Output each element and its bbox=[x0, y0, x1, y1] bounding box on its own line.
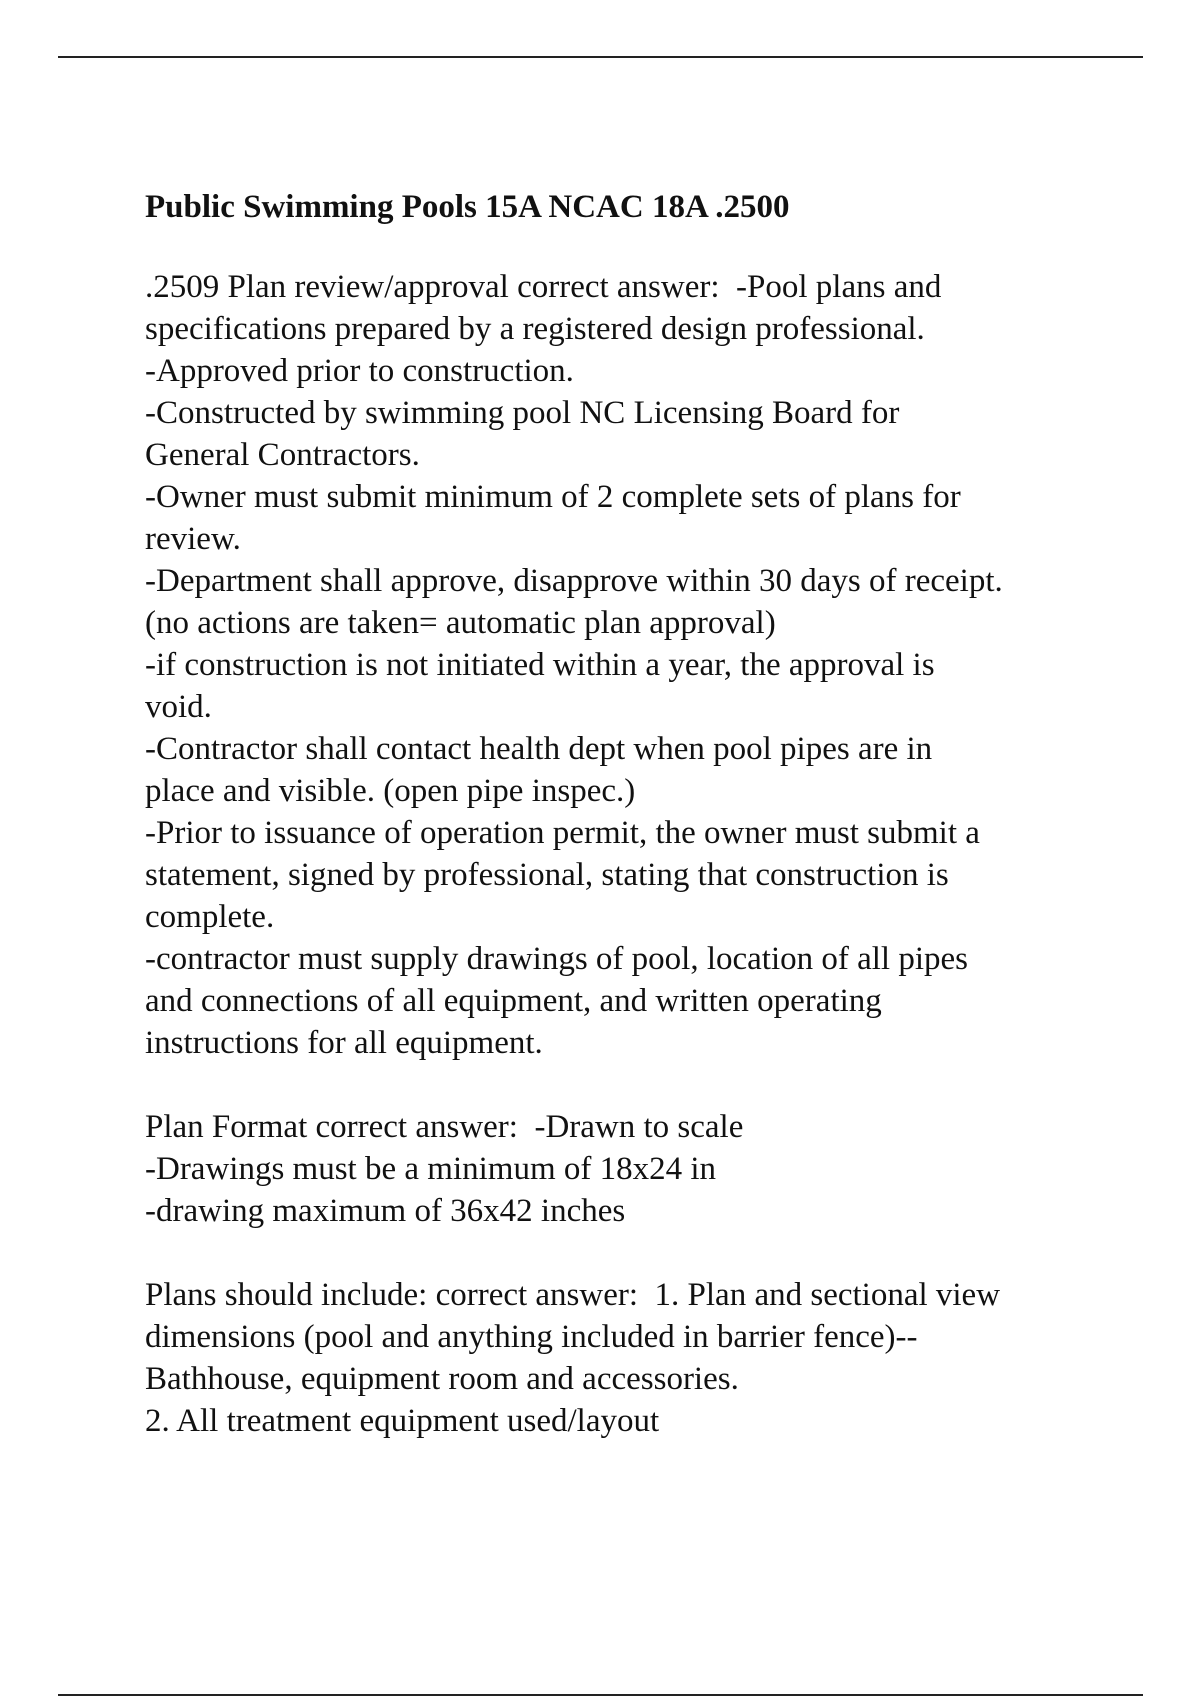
text-line: instructions for all equipment. bbox=[145, 1025, 543, 1061]
text-line: -contractor must supply drawings of pool, location of all pipes bbox=[145, 941, 969, 977]
text-line: and connections of all equipment, and written operating bbox=[145, 983, 882, 1019]
text-line: -if construction is not initiated within a year, the approval is bbox=[145, 647, 935, 683]
header-rule bbox=[58, 56, 1143, 58]
text-line: .2509 Plan review/approval correct answer: -Pool plans and bbox=[145, 269, 942, 305]
text-line: 2. All treatment equipment used/layout bbox=[145, 1403, 660, 1439]
text-line: -Approved prior to construction. bbox=[145, 353, 574, 389]
text-line: -Department shall approve, disapprove within 30 days of receipt. bbox=[145, 563, 1003, 599]
text-line: Plan Format correct answer: -Drawn to scale bbox=[145, 1109, 744, 1145]
text-line: void. bbox=[145, 689, 212, 725]
text-line: -Prior to issuance of operation permit, the owner must submit a bbox=[145, 815, 980, 851]
text-line: Bathhouse, equipment room and accessories. bbox=[145, 1361, 739, 1397]
text-line: (no actions are taken= automatic plan approval) bbox=[145, 605, 776, 641]
section-plans-should-include bbox=[145, 1274, 1105, 1442]
text-line: Plans should include: correct answer: 1. Plan and sectional view bbox=[145, 1277, 1001, 1313]
document-title: Public Swimming Pools 15A NCAC 18A .2500 bbox=[145, 189, 790, 225]
text-line: -Constructed by swimming pool NC Licensing Board for bbox=[145, 395, 900, 431]
text-line: -drawing maximum of 36x42 inches bbox=[145, 1193, 626, 1229]
text-line: -Contractor shall contact health dept when pool pipes are in bbox=[145, 731, 933, 767]
text-line: review. bbox=[145, 521, 241, 557]
text-line: place and visible. (open pipe inspec.) bbox=[145, 773, 636, 809]
text-line: complete. bbox=[145, 899, 275, 935]
text-line: -Owner must submit minimum of 2 complete sets of plans for bbox=[145, 479, 961, 515]
text-line: General Contractors. bbox=[145, 437, 420, 473]
section-plan-review bbox=[145, 266, 1105, 1064]
text-line: statement, signed by professional, stating that construction is bbox=[145, 857, 949, 893]
document-body bbox=[145, 186, 1105, 1484]
section-plan-format bbox=[145, 1106, 1105, 1232]
text-line: dimensions (pool and anything included in barrier fence)-- bbox=[145, 1319, 918, 1355]
text-line: specifications prepared by a registered design professional. bbox=[145, 311, 925, 347]
text-line: -Drawings must be a minimum of 18x24 in bbox=[145, 1151, 717, 1187]
footer-rule bbox=[58, 1694, 1143, 1696]
